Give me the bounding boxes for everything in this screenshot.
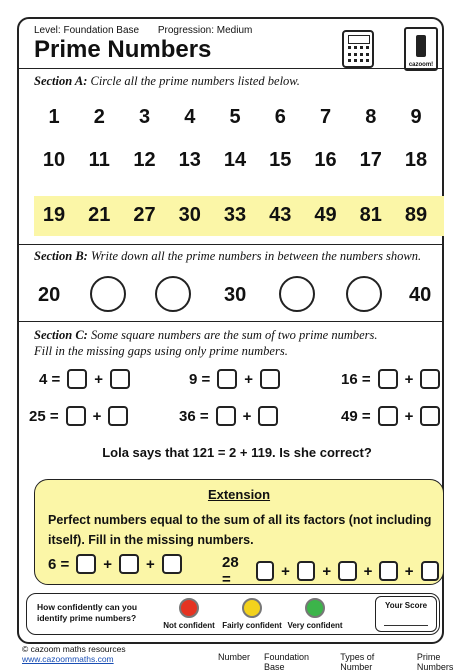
answer-circle[interactable] (346, 276, 382, 312)
level-text: Level: Foundation Base (34, 25, 140, 36)
number-cell[interactable]: 9 (410, 106, 422, 128)
section-c-label: Section C: Some square numbers are the sum of two prime numbers. Fill in the missing gaps using only prime numbers. (34, 328, 378, 358)
answer-box[interactable] (297, 561, 315, 581)
number-cell[interactable]: 49 (314, 204, 337, 226)
answer-box[interactable] (256, 561, 274, 581)
divider (17, 321, 444, 322)
range-end: 40 (409, 284, 432, 306)
footer-breadcrumb (204, 652, 474, 672)
answer-box[interactable] (421, 561, 439, 581)
answer-circle[interactable] (90, 276, 126, 312)
number-cell[interactable]: 81 (359, 204, 382, 226)
answer-box[interactable] (216, 406, 236, 426)
crumb-number: Number (218, 652, 251, 662)
number-cell[interactable]: 3 (138, 106, 151, 128)
number-row-3 (34, 204, 436, 227)
answer-box[interactable] (217, 369, 237, 389)
extension-text: Perfect numbers equal to the sum of all its factors (not including itself). Fill in the missing numbers. (48, 513, 432, 547)
number-cell[interactable]: 17 (359, 149, 382, 171)
answer-box[interactable] (67, 369, 87, 389)
answer-box[interactable] (260, 369, 280, 389)
not-confident-label: Not confident (163, 621, 215, 630)
number-row-1 (34, 106, 436, 129)
number-cell[interactable]: 10 (42, 149, 66, 171)
answer-box[interactable] (119, 554, 139, 574)
answer-box[interactable] (378, 369, 398, 389)
score-box[interactable] (375, 596, 437, 632)
number-row-2 (34, 149, 436, 172)
number-cell[interactable]: 8 (365, 106, 377, 128)
equation-4: 4 = + (36, 369, 134, 389)
header-meta (34, 25, 268, 36)
number-cell[interactable]: 15 (269, 149, 292, 171)
number-cell[interactable]: 4 (184, 106, 196, 128)
number-cell[interactable]: 19 (42, 204, 66, 226)
answer-box[interactable] (420, 369, 440, 389)
number-cell[interactable]: 11 (88, 149, 110, 171)
equation-6: 6 = + + (45, 554, 186, 574)
progression-text: Progression: Medium (157, 25, 253, 36)
confidence-panel (26, 593, 440, 635)
equation-36: 36 = + (176, 406, 282, 426)
equation-49: 49 = + (338, 406, 444, 426)
section-b-label: Section B: Write down all the prime numbers in between the numbers shown. (34, 249, 422, 263)
red-confidence-icon[interactable] (179, 598, 199, 618)
number-cell[interactable]: 18 (404, 149, 428, 171)
lola-question: Lola says that 121 = 2 + 119. Is she correct? (102, 445, 372, 460)
score-label: Your Score (384, 601, 428, 610)
crumb-topic: Types of Number (340, 652, 375, 672)
answer-box[interactable] (420, 406, 440, 426)
equation-16: 16 = + (338, 369, 444, 389)
equation-25: 25 = + (26, 406, 132, 426)
answer-box[interactable] (162, 554, 182, 574)
range-start: 20 (38, 284, 61, 306)
very-confident-label: Very confident (287, 621, 343, 630)
number-cell[interactable]: 6 (274, 106, 286, 128)
answer-box[interactable] (379, 561, 397, 581)
equation-9: 9 = + (186, 369, 284, 389)
fairly-confident-label: Fairly confident (222, 621, 282, 630)
number-cell[interactable]: 21 (88, 204, 111, 226)
number-cell[interactable]: 30 (178, 204, 201, 226)
number-cell[interactable]: 43 (269, 204, 292, 226)
number-cell[interactable]: 33 (223, 204, 247, 226)
section-a-label: Section A: Circle all the prime numbers listed below. (34, 74, 300, 88)
answer-box[interactable] (110, 369, 130, 389)
answer-box[interactable] (66, 406, 86, 426)
divider (17, 244, 444, 245)
copyright-text: © cazoom maths resources (22, 644, 126, 654)
section-c-instruction: Fill in the missing gaps using only prime numbers. (34, 344, 288, 358)
extension-panel (34, 479, 444, 588)
green-confidence-icon[interactable] (305, 598, 325, 618)
number-cell[interactable]: 1 (48, 106, 60, 128)
answer-circle[interactable] (155, 276, 191, 312)
number-cell[interactable]: 7 (319, 106, 332, 128)
crumb-level: Foundation Base (264, 652, 310, 672)
equation-28: 28 = + + + + (219, 554, 443, 588)
extension-title: Extension (207, 487, 271, 502)
number-cell[interactable]: 13 (178, 149, 201, 171)
answer-circle[interactable] (279, 276, 315, 312)
confidence-question: How confidently can you identify prime numbers? (37, 602, 138, 623)
score-line (384, 625, 428, 626)
number-cell[interactable]: 16 (314, 149, 337, 171)
yellow-confidence-icon[interactable] (242, 598, 262, 618)
number-cell[interactable]: 14 (223, 149, 247, 171)
number-cell[interactable]: 2 (93, 106, 105, 128)
footer-left (22, 644, 126, 664)
answer-box[interactable] (108, 406, 128, 426)
answer-box[interactable] (338, 561, 356, 581)
answer-box[interactable] (378, 406, 398, 426)
number-cell[interactable]: 27 (133, 204, 156, 226)
number-cell[interactable]: 89 (404, 204, 428, 226)
logo-text: cazoom! (408, 62, 434, 68)
crumb-title: Prime Numbers (416, 652, 454, 672)
answer-box[interactable] (258, 406, 278, 426)
divider (17, 68, 444, 69)
answer-box[interactable] (76, 554, 96, 574)
calculator-crossed-icon (342, 30, 374, 68)
number-cell[interactable]: 12 (133, 149, 156, 171)
page-title: Prime Numbers (34, 36, 212, 63)
range-middle: 30 (224, 284, 247, 306)
number-cell[interactable]: 5 (229, 106, 241, 128)
site-link[interactable]: www.cazoommaths.com (22, 654, 114, 664)
cazoom-logo (404, 27, 438, 71)
